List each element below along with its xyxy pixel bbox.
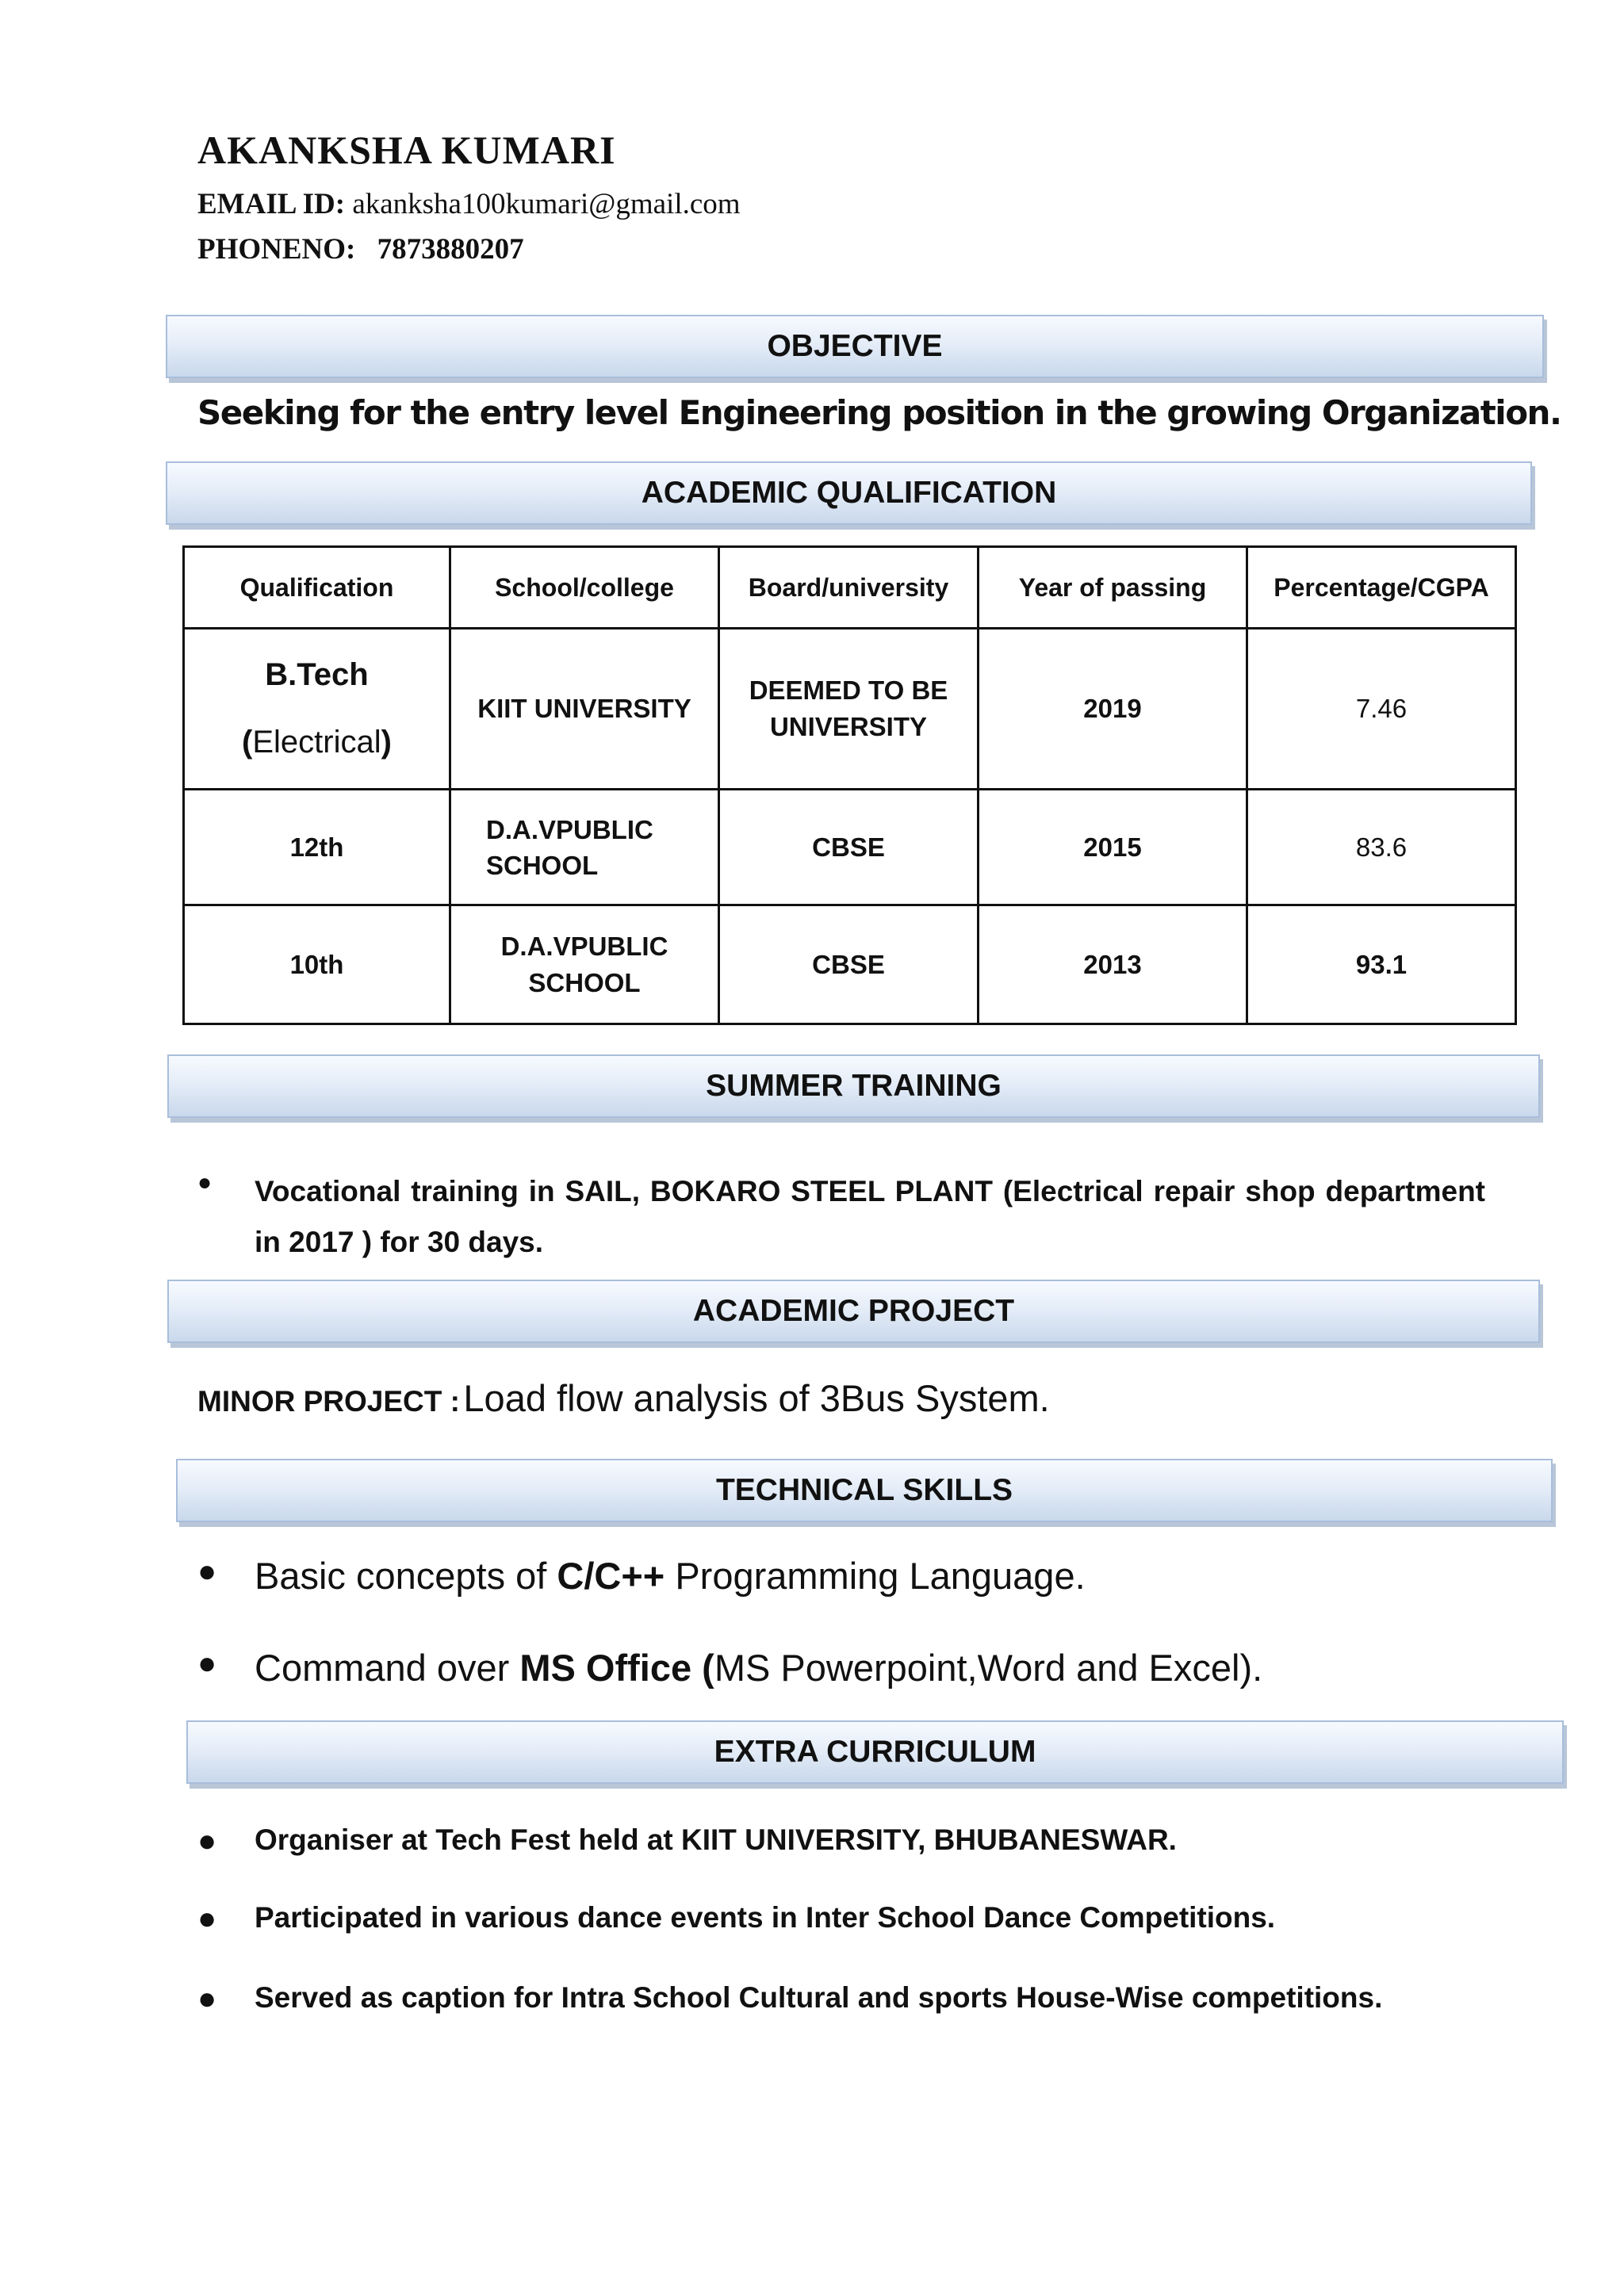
section-title: OBJECTIVE [767,329,943,363]
list-item [197,1646,1262,1689]
bullet-icon: ● [197,1981,217,2016]
table-cell-year: 2013 [979,905,1247,1024]
section-bar-academic [166,461,1532,525]
table-header: Percentage/CGPA [1247,547,1516,629]
qualification-branch: (Electrical) [242,725,392,760]
minor-project-value: Load flow analysis of 3Bus System. [463,1377,1050,1419]
table-cell-score: 7.46 [1247,629,1516,790]
table-cell-qualification [184,629,450,790]
training-text: Vocational training in SAIL, BOKARO STEEL PLANT (Electrical repair shop department in 2017 ) for 30 days. [255,1175,1485,1258]
table-cell-board: CBSE [719,905,979,1024]
section-bar-technical-skills [176,1459,1553,1522]
table-header: School/college [450,547,719,629]
list-item [197,1166,1485,1268]
section-bar-objective [166,315,1544,378]
table-cell-year: 2015 [979,790,1247,905]
minor-project-label: MINOR PROJECT : [197,1385,460,1418]
table-row [184,629,1516,790]
section-title: ACADEMIC PROJECT [692,1294,1015,1328]
bullet-icon: ● [197,1646,217,1681]
table-cell-qualification: 12th [184,790,450,905]
table-cell-school: D.A.VPUBLIC SCHOOL [450,790,719,905]
table-cell-qualification: 10th [184,905,450,1024]
section-bar-extra-curriculum [186,1720,1564,1784]
section-bar-summer-training [167,1054,1540,1118]
table-cell-score: 83.6 [1247,790,1516,905]
list-item [197,1901,1275,1937]
section-title: TECHNICAL SKILLS [715,1473,1013,1507]
extra-text: Served as caption for Intra School Cultural and sports House-Wise competitions. [255,1981,1383,2014]
section-title: ACADEMIC QUALIFICATION [641,476,1057,510]
table-cell-board: DEEMED TO BE UNIVERSITY [719,629,979,790]
extra-text: Organiser at Tech Fest held at KIIT UNIVERSITY, BHUBANESWAR. [255,1823,1177,1856]
table-row [184,790,1516,905]
candidate-name: AKANKSHA KUMARI [197,128,616,172]
extra-text: Participated in various dance events in Inter School Dance Competitions. [255,1901,1276,1934]
email-value: akanksha100kumari@gmail.com [352,188,741,220]
minor-project-line [197,1376,1050,1420]
list-item [197,1554,1086,1598]
table-cell-school: D.A.VPUBLIC SCHOOL [450,905,719,1024]
bullet-icon: ● [197,1901,217,1936]
phone-value: 7873880207 [377,233,524,266]
table-row [184,905,1516,1024]
email-line [197,187,741,221]
bullet-icon: ● [197,1554,217,1589]
table-cell-year: 2019 [979,629,1247,790]
list-item [197,1981,1382,2017]
phone-label: PHONENO: [197,233,356,266]
table-header: Board/university [719,547,979,629]
skill-text: Command over MS Office (MS Powerpoint,Word and Excel). [255,1647,1263,1689]
section-bar-academic-project [167,1280,1540,1343]
qualification-degree: B.Tech [265,657,369,692]
section-title: EXTRA CURRICULUM [714,1735,1036,1769]
email-label: EMAIL ID: [197,188,346,220]
bullet-icon: ● [197,1823,217,1858]
table-header: Qualification [184,547,450,629]
qualification-table [182,545,1517,1025]
table-cell-board: CBSE [719,790,979,905]
table-cell-score: 93.1 [1247,905,1516,1024]
section-title: SUMMER TRAINING [706,1069,1002,1103]
table-header-row [184,547,1516,629]
objective-text: Seeking for the entry level Engineering position in the growing Organization. [197,393,1561,432]
list-item [197,1823,1177,1859]
table-header: Year of passing [979,547,1247,629]
phone-line [197,232,524,266]
table-cell-school: KIIT UNIVERSITY [450,629,719,790]
bullet-icon: ● [197,1169,213,1196]
skill-text: Basic concepts of C/C++ Programming Language. [255,1555,1086,1597]
